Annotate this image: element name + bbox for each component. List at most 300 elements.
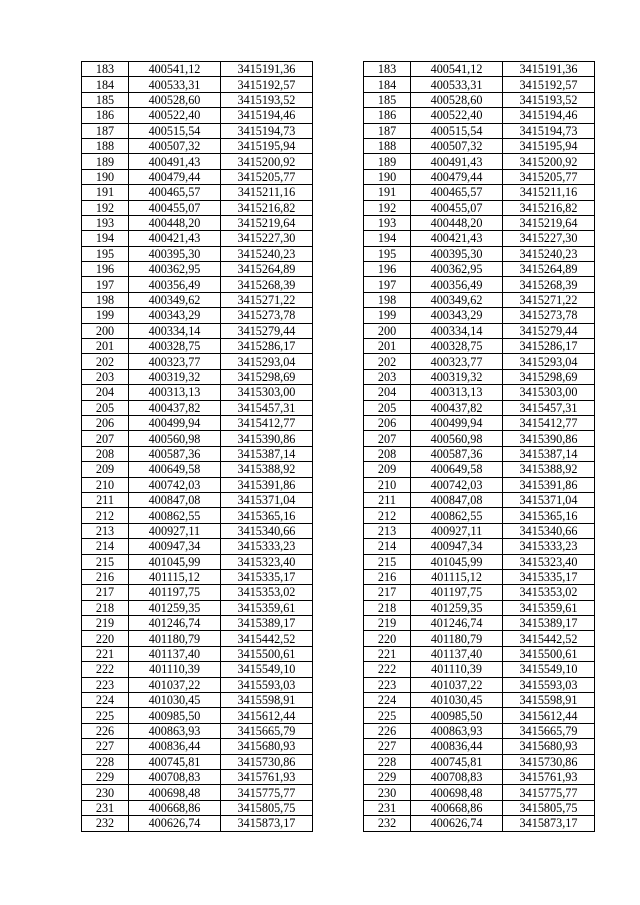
left-x-coordinate: 401180,79 — [129, 631, 221, 646]
column-gap — [312, 816, 363, 831]
right-y-coordinate: 3415593,03 — [503, 677, 595, 692]
left-x-coordinate: 401110,39 — [129, 662, 221, 677]
left-point-number: 231 — [82, 800, 129, 815]
table-row — [82, 446, 595, 461]
right-y-coordinate: 3415194,73 — [503, 123, 595, 138]
table-row — [82, 708, 595, 723]
column-gap — [312, 708, 363, 723]
right-x-coordinate: 400668,86 — [411, 800, 503, 815]
table-row — [82, 231, 595, 246]
right-y-coordinate: 3415761,93 — [503, 769, 595, 784]
column-gap — [312, 62, 363, 77]
left-point-number: 210 — [82, 477, 129, 492]
table-row — [82, 646, 595, 661]
left-x-coordinate: 400742,03 — [129, 477, 221, 492]
left-y-coordinate: 3415389,17 — [220, 616, 312, 631]
right-point-number: 191 — [364, 185, 411, 200]
left-point-number: 221 — [82, 646, 129, 661]
right-x-coordinate: 400313,13 — [411, 385, 503, 400]
right-point-number: 194 — [364, 231, 411, 246]
right-y-coordinate: 3415333,23 — [503, 539, 595, 554]
table-row — [82, 400, 595, 415]
right-x-coordinate: 400515,54 — [411, 123, 503, 138]
right-x-coordinate: 400649,58 — [411, 462, 503, 477]
left-y-coordinate: 3415353,02 — [220, 585, 312, 600]
coordinate-table-body — [82, 62, 595, 832]
left-x-coordinate: 400836,44 — [129, 739, 221, 754]
left-y-coordinate: 3415273,78 — [220, 308, 312, 323]
left-y-coordinate: 3415457,31 — [220, 400, 312, 415]
left-x-coordinate: 401045,99 — [129, 554, 221, 569]
left-point-number: 211 — [82, 492, 129, 507]
right-x-coordinate: 400847,08 — [411, 492, 503, 507]
right-y-coordinate: 3415805,75 — [503, 800, 595, 815]
right-x-coordinate: 400863,93 — [411, 723, 503, 738]
table-row — [82, 508, 595, 523]
left-y-coordinate: 3415195,94 — [220, 138, 312, 153]
table-row — [82, 354, 595, 369]
right-x-coordinate: 400437,82 — [411, 400, 503, 415]
left-point-number: 197 — [82, 277, 129, 292]
right-y-coordinate: 3415457,31 — [503, 400, 595, 415]
right-x-coordinate: 400698,48 — [411, 785, 503, 800]
right-y-coordinate: 3415365,16 — [503, 508, 595, 523]
left-point-number: 216 — [82, 569, 129, 584]
column-gap — [312, 385, 363, 400]
right-x-coordinate: 400533,31 — [411, 77, 503, 92]
right-point-number: 186 — [364, 108, 411, 123]
right-y-coordinate: 3415200,92 — [503, 154, 595, 169]
left-y-coordinate: 3415298,69 — [220, 369, 312, 384]
left-x-coordinate: 400349,62 — [129, 292, 221, 307]
left-y-coordinate: 3415500,61 — [220, 646, 312, 661]
left-x-coordinate: 400515,54 — [129, 123, 221, 138]
column-gap — [312, 415, 363, 430]
right-x-coordinate: 401030,45 — [411, 693, 503, 708]
left-x-coordinate: 400533,31 — [129, 77, 221, 92]
right-point-number: 223 — [364, 677, 411, 692]
right-point-number: 203 — [364, 369, 411, 384]
right-point-number: 227 — [364, 739, 411, 754]
column-gap — [312, 462, 363, 477]
left-point-number: 232 — [82, 816, 129, 831]
left-x-coordinate: 401037,22 — [129, 677, 221, 692]
right-y-coordinate: 3415387,14 — [503, 446, 595, 461]
left-y-coordinate: 3415193,52 — [220, 92, 312, 107]
left-y-coordinate: 3415412,77 — [220, 415, 312, 430]
left-point-number: 204 — [82, 385, 129, 400]
left-x-coordinate: 400947,34 — [129, 539, 221, 554]
left-x-coordinate: 401115,12 — [129, 569, 221, 584]
left-point-number: 196 — [82, 262, 129, 277]
left-y-coordinate: 3415268,39 — [220, 277, 312, 292]
left-x-coordinate: 400465,57 — [129, 185, 221, 200]
table-row — [82, 108, 595, 123]
left-point-number: 184 — [82, 77, 129, 92]
left-point-number: 202 — [82, 354, 129, 369]
table-row — [82, 77, 595, 92]
right-point-number: 215 — [364, 554, 411, 569]
column-gap — [312, 600, 363, 615]
left-y-coordinate: 3415271,22 — [220, 292, 312, 307]
left-x-coordinate: 400437,82 — [129, 400, 221, 415]
column-gap — [312, 77, 363, 92]
left-point-number: 198 — [82, 292, 129, 307]
right-x-coordinate: 401180,79 — [411, 631, 503, 646]
left-y-coordinate: 3415775,77 — [220, 785, 312, 800]
left-y-coordinate: 3415549,10 — [220, 662, 312, 677]
left-x-coordinate: 401137,40 — [129, 646, 221, 661]
right-point-number: 229 — [364, 769, 411, 784]
left-x-coordinate: 400491,43 — [129, 154, 221, 169]
column-gap — [312, 354, 363, 369]
right-x-coordinate: 400836,44 — [411, 739, 503, 754]
left-y-coordinate: 3415192,57 — [220, 77, 312, 92]
left-point-number: 230 — [82, 785, 129, 800]
table-row — [82, 754, 595, 769]
right-y-coordinate: 3415293,04 — [503, 354, 595, 369]
right-x-coordinate: 401259,35 — [411, 600, 503, 615]
right-x-coordinate: 400343,29 — [411, 308, 503, 323]
right-y-coordinate: 3415205,77 — [503, 169, 595, 184]
right-y-coordinate: 3415216,82 — [503, 200, 595, 215]
right-point-number: 208 — [364, 446, 411, 461]
right-y-coordinate: 3415279,44 — [503, 323, 595, 338]
left-point-number: 194 — [82, 231, 129, 246]
right-y-coordinate: 3415264,89 — [503, 262, 595, 277]
column-gap — [312, 431, 363, 446]
left-y-coordinate: 3415333,23 — [220, 539, 312, 554]
coordinate-table — [81, 61, 595, 832]
left-point-number: 220 — [82, 631, 129, 646]
right-y-coordinate: 3415500,61 — [503, 646, 595, 661]
table-row — [82, 369, 595, 384]
right-point-number: 187 — [364, 123, 411, 138]
right-x-coordinate: 400528,60 — [411, 92, 503, 107]
left-point-number: 199 — [82, 308, 129, 323]
right-point-number: 220 — [364, 631, 411, 646]
table-row — [82, 462, 595, 477]
left-y-coordinate: 3415211,16 — [220, 185, 312, 200]
left-point-number: 186 — [82, 108, 129, 123]
column-gap — [312, 231, 363, 246]
left-y-coordinate: 3415873,17 — [220, 816, 312, 831]
right-y-coordinate: 3415359,61 — [503, 600, 595, 615]
right-point-number: 228 — [364, 754, 411, 769]
left-point-number: 224 — [82, 693, 129, 708]
column-gap — [312, 292, 363, 307]
right-point-number: 211 — [364, 492, 411, 507]
right-point-number: 216 — [364, 569, 411, 584]
left-y-coordinate: 3415303,00 — [220, 385, 312, 400]
right-point-number: 218 — [364, 600, 411, 615]
table-row — [82, 277, 595, 292]
right-point-number: 207 — [364, 431, 411, 446]
left-y-coordinate: 3415335,17 — [220, 569, 312, 584]
table-row — [82, 677, 595, 692]
right-y-coordinate: 3415412,77 — [503, 415, 595, 430]
right-x-coordinate: 400334,14 — [411, 323, 503, 338]
left-y-coordinate: 3415264,89 — [220, 262, 312, 277]
right-point-number: 204 — [364, 385, 411, 400]
column-gap — [312, 769, 363, 784]
left-y-coordinate: 3415216,82 — [220, 200, 312, 215]
column-gap — [312, 523, 363, 538]
right-point-number: 209 — [364, 462, 411, 477]
right-y-coordinate: 3415195,94 — [503, 138, 595, 153]
left-y-coordinate: 3415805,75 — [220, 800, 312, 815]
right-point-number: 221 — [364, 646, 411, 661]
right-point-number: 232 — [364, 816, 411, 831]
right-x-coordinate: 400349,62 — [411, 292, 503, 307]
right-y-coordinate: 3415323,40 — [503, 554, 595, 569]
right-y-coordinate: 3415211,16 — [503, 185, 595, 200]
left-x-coordinate: 400708,83 — [129, 769, 221, 784]
right-point-number: 189 — [364, 154, 411, 169]
right-y-coordinate: 3415219,64 — [503, 215, 595, 230]
right-x-coordinate: 400541,12 — [411, 62, 503, 77]
right-x-coordinate: 400356,49 — [411, 277, 503, 292]
table-row — [82, 292, 595, 307]
left-y-coordinate: 3415390,86 — [220, 431, 312, 446]
right-y-coordinate: 3415680,93 — [503, 739, 595, 754]
right-point-number: 219 — [364, 616, 411, 631]
right-point-number: 201 — [364, 339, 411, 354]
left-y-coordinate: 3415442,52 — [220, 631, 312, 646]
left-x-coordinate: 400362,95 — [129, 262, 221, 277]
left-x-coordinate: 400985,50 — [129, 708, 221, 723]
left-x-coordinate: 401030,45 — [129, 693, 221, 708]
left-y-coordinate: 3415194,46 — [220, 108, 312, 123]
column-gap — [312, 308, 363, 323]
right-point-number: 231 — [364, 800, 411, 815]
left-point-number: 228 — [82, 754, 129, 769]
column-gap — [312, 185, 363, 200]
left-point-number: 217 — [82, 585, 129, 600]
right-y-coordinate: 3415193,52 — [503, 92, 595, 107]
left-x-coordinate: 400528,60 — [129, 92, 221, 107]
column-gap — [312, 138, 363, 153]
table-row — [82, 92, 595, 107]
left-x-coordinate: 400927,11 — [129, 523, 221, 538]
left-y-coordinate: 3415593,03 — [220, 677, 312, 692]
right-y-coordinate: 3415273,78 — [503, 308, 595, 323]
right-x-coordinate: 401246,74 — [411, 616, 503, 631]
left-x-coordinate: 400499,94 — [129, 415, 221, 430]
left-x-coordinate: 400668,86 — [129, 800, 221, 815]
table-row — [82, 323, 595, 338]
left-y-coordinate: 3415371,04 — [220, 492, 312, 507]
right-x-coordinate: 400745,81 — [411, 754, 503, 769]
right-y-coordinate: 3415873,17 — [503, 816, 595, 831]
right-y-coordinate: 3415271,22 — [503, 292, 595, 307]
left-y-coordinate: 3415191,36 — [220, 62, 312, 77]
column-gap — [312, 277, 363, 292]
left-y-coordinate: 3415391,86 — [220, 477, 312, 492]
table-row — [82, 616, 595, 631]
left-y-coordinate: 3415730,86 — [220, 754, 312, 769]
left-y-coordinate: 3415340,66 — [220, 523, 312, 538]
right-point-number: 230 — [364, 785, 411, 800]
left-x-coordinate: 400328,75 — [129, 339, 221, 354]
right-point-number: 206 — [364, 415, 411, 430]
column-gap — [312, 631, 363, 646]
right-point-number: 197 — [364, 277, 411, 292]
right-x-coordinate: 400985,50 — [411, 708, 503, 723]
right-point-number: 199 — [364, 308, 411, 323]
left-y-coordinate: 3415612,44 — [220, 708, 312, 723]
left-y-coordinate: 3415279,44 — [220, 323, 312, 338]
right-point-number: 188 — [364, 138, 411, 153]
right-x-coordinate: 401037,22 — [411, 677, 503, 692]
right-x-coordinate: 400927,11 — [411, 523, 503, 538]
column-gap — [312, 323, 363, 338]
coordinate-document — [81, 61, 595, 832]
right-x-coordinate: 400626,74 — [411, 816, 503, 831]
right-y-coordinate: 3415227,30 — [503, 231, 595, 246]
table-row — [82, 477, 595, 492]
column-gap — [312, 92, 363, 107]
left-point-number: 215 — [82, 554, 129, 569]
right-x-coordinate: 400395,30 — [411, 246, 503, 261]
column-gap — [312, 123, 363, 138]
table-row — [82, 569, 595, 584]
table-row — [82, 631, 595, 646]
left-x-coordinate: 400587,36 — [129, 446, 221, 461]
left-x-coordinate: 400479,44 — [129, 169, 221, 184]
right-x-coordinate: 400465,57 — [411, 185, 503, 200]
table-row — [82, 523, 595, 538]
left-x-coordinate: 400863,93 — [129, 723, 221, 738]
left-point-number: 195 — [82, 246, 129, 261]
right-x-coordinate: 400328,75 — [411, 339, 503, 354]
table-row — [82, 739, 595, 754]
column-gap — [312, 785, 363, 800]
left-x-coordinate: 400626,74 — [129, 816, 221, 831]
left-point-number: 190 — [82, 169, 129, 184]
left-point-number: 212 — [82, 508, 129, 523]
left-point-number: 200 — [82, 323, 129, 338]
right-y-coordinate: 3415775,77 — [503, 785, 595, 800]
column-gap — [312, 554, 363, 569]
right-point-number: 214 — [364, 539, 411, 554]
left-y-coordinate: 3415761,93 — [220, 769, 312, 784]
right-y-coordinate: 3415191,36 — [503, 62, 595, 77]
column-gap — [312, 215, 363, 230]
left-x-coordinate: 400395,30 — [129, 246, 221, 261]
table-row — [82, 492, 595, 507]
left-point-number: 188 — [82, 138, 129, 153]
column-gap — [312, 739, 363, 754]
left-y-coordinate: 3415205,77 — [220, 169, 312, 184]
column-gap — [312, 723, 363, 738]
left-x-coordinate: 401197,75 — [129, 585, 221, 600]
table-row — [82, 662, 595, 677]
table-row — [82, 600, 595, 615]
left-y-coordinate: 3415219,64 — [220, 215, 312, 230]
table-row — [82, 785, 595, 800]
left-y-coordinate: 3415293,04 — [220, 354, 312, 369]
right-point-number: 205 — [364, 400, 411, 415]
column-gap — [312, 693, 363, 708]
left-x-coordinate: 400745,81 — [129, 754, 221, 769]
right-x-coordinate: 401137,40 — [411, 646, 503, 661]
right-point-number: 225 — [364, 708, 411, 723]
left-point-number: 229 — [82, 769, 129, 784]
column-gap — [312, 754, 363, 769]
left-point-number: 223 — [82, 677, 129, 692]
table-row — [82, 431, 595, 446]
right-x-coordinate: 400947,34 — [411, 539, 503, 554]
left-x-coordinate: 400421,43 — [129, 231, 221, 246]
right-point-number: 217 — [364, 585, 411, 600]
right-y-coordinate: 3415268,39 — [503, 277, 595, 292]
left-x-coordinate: 400455,07 — [129, 200, 221, 215]
right-x-coordinate: 400742,03 — [411, 477, 503, 492]
table-row — [82, 693, 595, 708]
right-point-number: 224 — [364, 693, 411, 708]
left-point-number: 208 — [82, 446, 129, 461]
right-y-coordinate: 3415442,52 — [503, 631, 595, 646]
right-y-coordinate: 3415391,86 — [503, 477, 595, 492]
left-x-coordinate: 400560,98 — [129, 431, 221, 446]
left-point-number: 201 — [82, 339, 129, 354]
left-x-coordinate: 400847,08 — [129, 492, 221, 507]
right-point-number: 226 — [364, 723, 411, 738]
left-x-coordinate: 400343,29 — [129, 308, 221, 323]
right-point-number: 190 — [364, 169, 411, 184]
left-y-coordinate: 3415387,14 — [220, 446, 312, 461]
left-x-coordinate: 400356,49 — [129, 277, 221, 292]
table-row — [82, 816, 595, 831]
right-point-number: 184 — [364, 77, 411, 92]
left-point-number: 193 — [82, 215, 129, 230]
right-point-number: 195 — [364, 246, 411, 261]
left-point-number: 219 — [82, 616, 129, 631]
right-x-coordinate: 400862,55 — [411, 508, 503, 523]
right-x-coordinate: 401197,75 — [411, 585, 503, 600]
right-point-number: 196 — [364, 262, 411, 277]
right-y-coordinate: 3415388,92 — [503, 462, 595, 477]
column-gap — [312, 677, 363, 692]
right-x-coordinate: 400708,83 — [411, 769, 503, 784]
table-row — [82, 339, 595, 354]
table-row — [82, 415, 595, 430]
column-gap — [312, 339, 363, 354]
left-y-coordinate: 3415665,79 — [220, 723, 312, 738]
left-point-number: 206 — [82, 415, 129, 430]
right-point-number: 200 — [364, 323, 411, 338]
column-gap — [312, 246, 363, 261]
table-row — [82, 246, 595, 261]
column-gap — [312, 108, 363, 123]
left-point-number: 183 — [82, 62, 129, 77]
table-row — [82, 169, 595, 184]
column-gap — [312, 539, 363, 554]
left-y-coordinate: 3415680,93 — [220, 739, 312, 754]
left-x-coordinate: 401259,35 — [129, 600, 221, 615]
table-row — [82, 123, 595, 138]
table-row — [82, 308, 595, 323]
left-y-coordinate: 3415365,16 — [220, 508, 312, 523]
column-gap — [312, 262, 363, 277]
right-y-coordinate: 3415240,23 — [503, 246, 595, 261]
table-row — [82, 723, 595, 738]
left-x-coordinate: 400862,55 — [129, 508, 221, 523]
right-y-coordinate: 3415665,79 — [503, 723, 595, 738]
table-row — [82, 154, 595, 169]
right-x-coordinate: 401045,99 — [411, 554, 503, 569]
